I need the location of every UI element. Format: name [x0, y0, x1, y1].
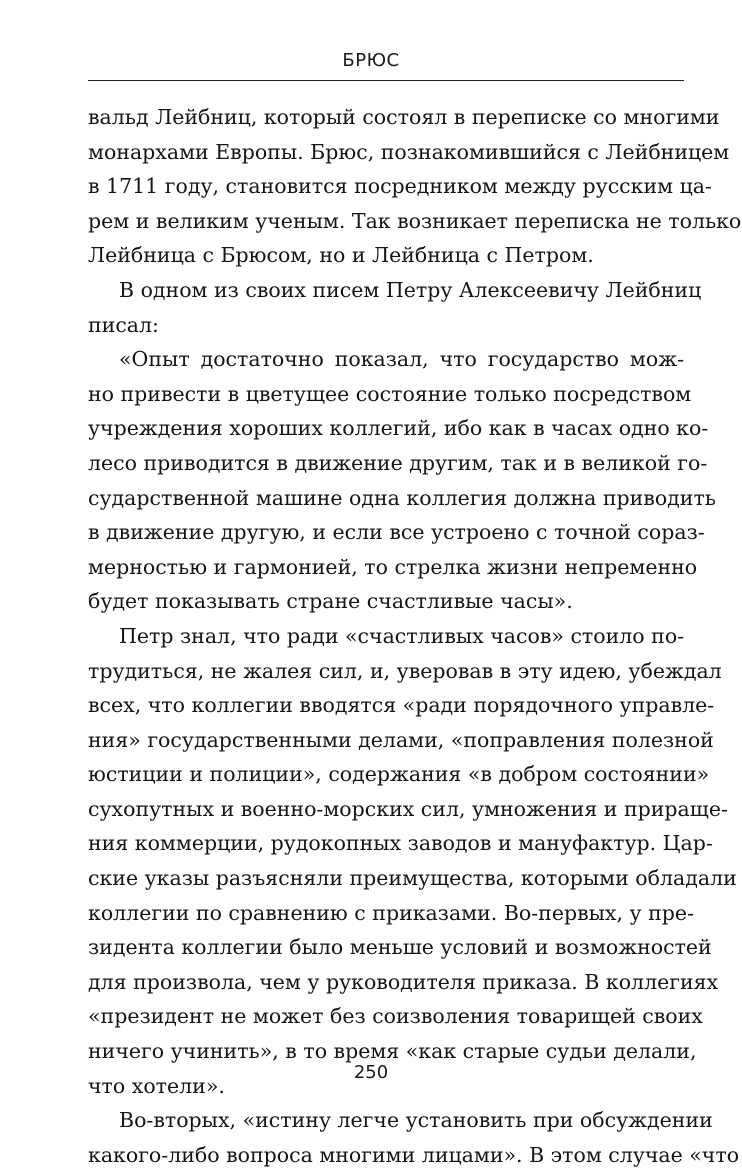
- text-line: Во-вторых, «истину легче установить при обсуждении: [119, 1108, 713, 1133]
- text-line: вальд Лейбниц, который состоял в переписке со многими: [88, 105, 720, 129]
- body-text: [88, 100, 742, 1172]
- paragraph: [88, 342, 716, 619]
- header-rule: [88, 80, 684, 81]
- text-line: ния коммерции, рудокопных заводов и мануфактур. Цар-: [88, 831, 713, 856]
- text-line: в движение другую, и если все устроено с точной сораз-: [88, 520, 705, 545]
- text-line: писал:: [88, 312, 159, 337]
- text-line: но привести в цветущее состояние только посредством: [88, 381, 692, 406]
- text-line: ничего учинить», в то время «как старые судьи делали,: [88, 1039, 697, 1064]
- paragraph: [88, 1103, 740, 1172]
- text-line: коллегии по сравнению с приказами. Во-первых, у пре-: [88, 900, 694, 925]
- text-line: лесо приводится в движение другим, так и в великой го-: [88, 450, 708, 475]
- paragraph: [88, 273, 702, 342]
- text-line: Петр знал, что ради «счастливых часов» стоило по-: [119, 623, 685, 648]
- text-line: учреждения хороших коллегий, ибо как в часах одно ко-: [88, 416, 709, 441]
- text-line: ские указы разъясняли преимущества, которыми обладали: [88, 866, 737, 891]
- text-line: трудиться, не жалея сил, и, уверовав в эту идею, убеждал: [88, 658, 722, 683]
- text-line: для произвола, чем у руководителя приказа. В коллегиях: [88, 969, 719, 994]
- text-line: рем и великим ученым. Так возникает переписка не только: [88, 208, 742, 233]
- text-line: монархами Европы. Брюс, познакомившийся с Лейбницем: [88, 139, 730, 164]
- text-line: юстиции и полиции», содержания «в добром состоянии»: [88, 762, 710, 787]
- text-line: что хотели».: [88, 1073, 225, 1098]
- text-line: всех, что коллегии вводятся «ради порядочного управле-: [88, 693, 715, 718]
- paragraph: [88, 100, 742, 273]
- text-line: «Опыт достаточно показал, что государство мож-: [119, 347, 684, 372]
- text-line: в 1711 году, становится посредником между русским ца-: [88, 174, 712, 199]
- text-line: зидента коллегии было меньше условий и возможностей: [88, 935, 712, 960]
- text-line: будет показывать стране счастливые часы».: [88, 589, 573, 614]
- text-line: Лейбница с Брюсом, но и Лейбница с Петром.: [88, 243, 594, 268]
- paragraph: [88, 619, 737, 1103]
- text-line: какого-либо вопроса многими лицами». В этом случае «что: [88, 1142, 740, 1167]
- text-line: мерностью и гармонией, то стрелка жизни непременно: [88, 554, 698, 579]
- text-line: В одном из своих писем Петру Алексеевичу Лейбниц: [119, 277, 702, 302]
- text-line: сухопутных и военно-морских сил, умножения и прираще-: [88, 796, 728, 821]
- running-header: БРЮС: [342, 50, 400, 71]
- text-line: «президент не может без соизволения товарищей своих: [88, 1004, 703, 1029]
- text-line: сударственной машине одна коллегия должна приводить: [88, 485, 716, 510]
- page-number: 250: [353, 1062, 389, 1083]
- text-line: ния» государственными делами, «поправления полезной: [88, 727, 714, 752]
